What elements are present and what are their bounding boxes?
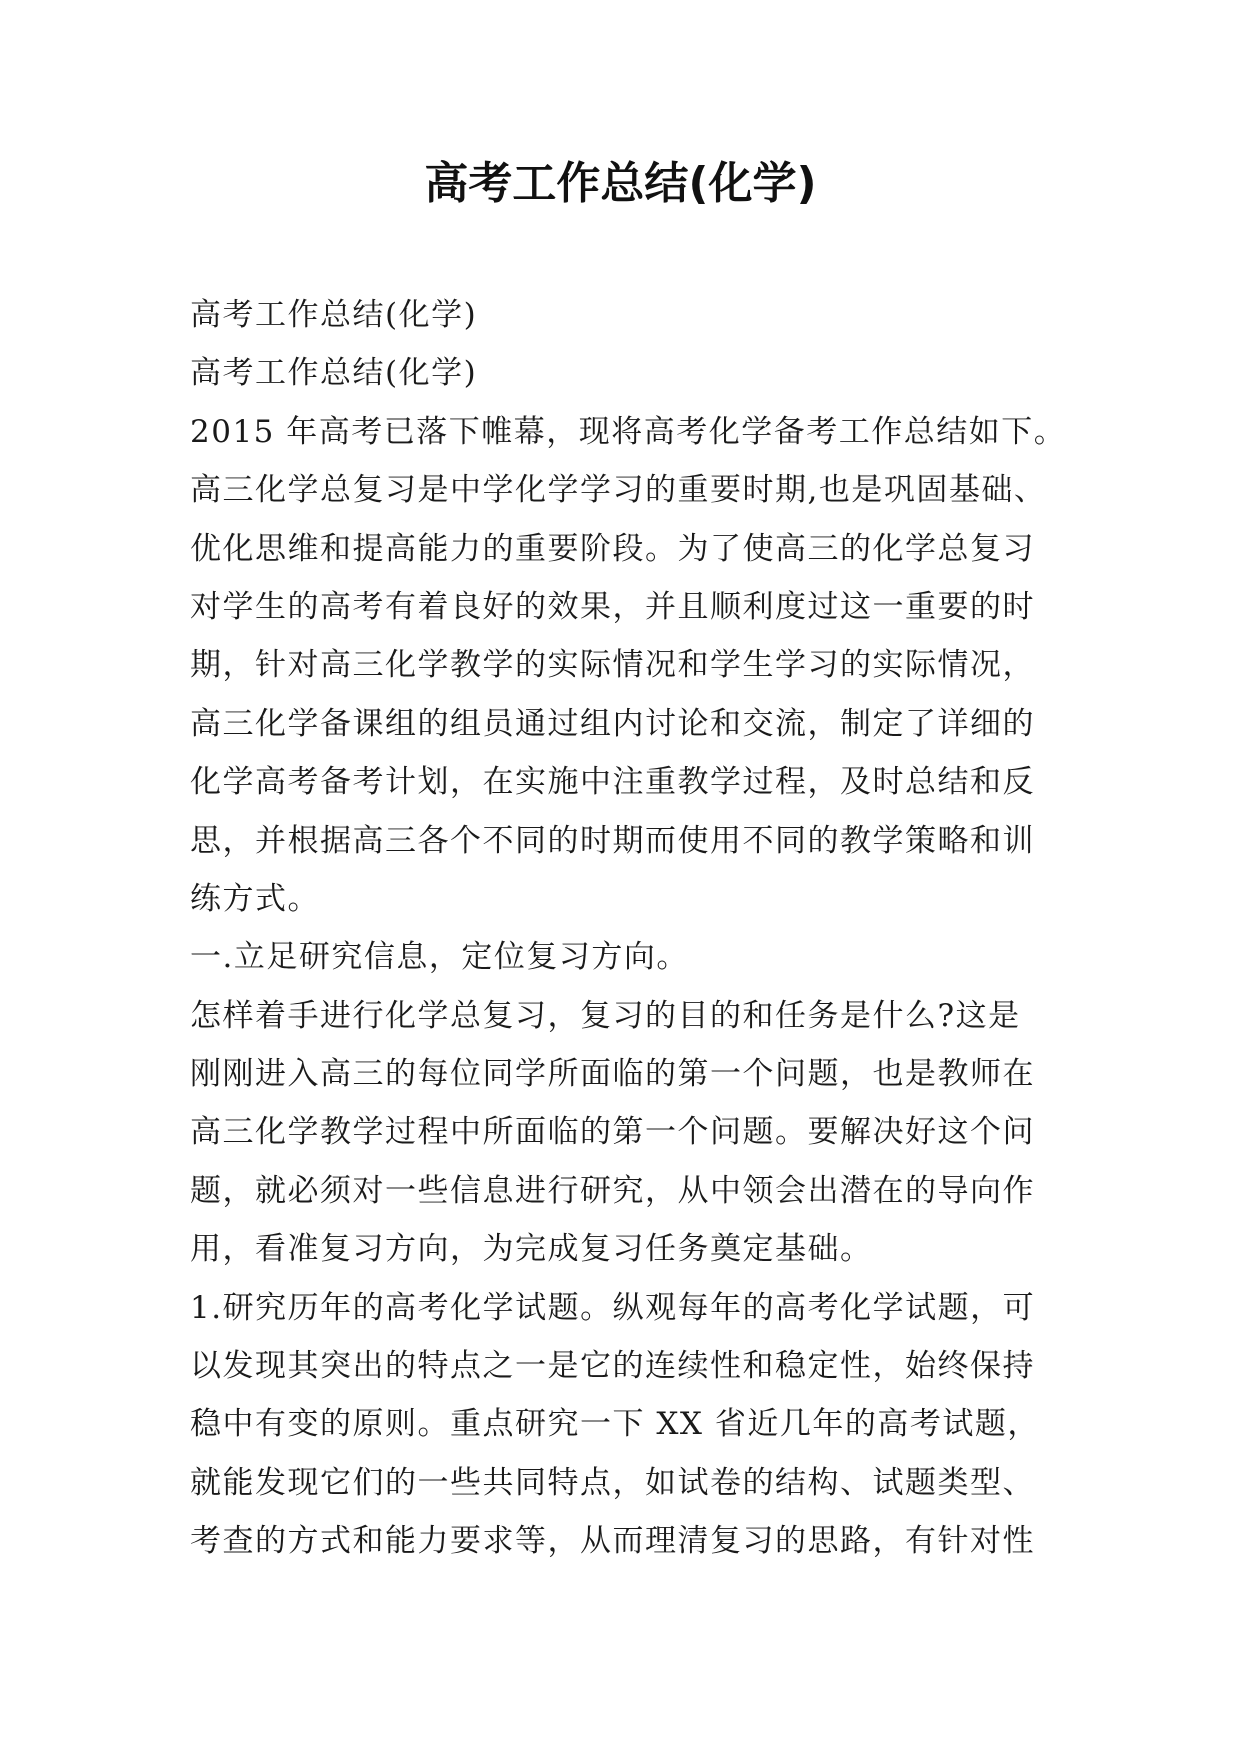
body-line: 对学生的高考有着良好的效果，并且顺利度过这一重要的时 (190, 588, 1035, 625)
body-line: 高考工作总结(化学) (190, 355, 478, 392)
body-line: 题，就必须对一些信息进行研究，从中领会出潜在的导向作 (190, 1172, 1035, 1209)
body-line: 刚刚进入高三的每位同学所面临的第一个问题，也是教师在 (190, 1056, 1035, 1093)
body-line: 化学高考备考计划，在实施中注重教学过程，及时总结和反 (190, 764, 1035, 801)
document-body (190, 286, 1070, 1571)
body-line: 高考工作总结(化学) (190, 297, 478, 333)
body-line: 高三化学备课组的组员通过组内讨论和交流，制定了详细的 (190, 705, 1035, 742)
section-heading: 一.立足研究信息，定位复习方向。 (190, 939, 689, 976)
body-line: 期，针对高三化学教学的实际情况和学生学习的实际情况， (190, 647, 1035, 684)
body-line: 高三化学教学过程中所面临的第一个问题。要解决好这个问 (190, 1114, 1035, 1151)
body-line: 考查的方式和能力要求等，从而理清复习的思路，有针对性 (190, 1523, 1035, 1560)
body-line: 就能发现它们的一些共同特点，如试卷的结构、试题类型、 (190, 1464, 1035, 1501)
document-title: 高考工作总结(化学) (424, 158, 817, 209)
body-line: 高三化学总复习是中学化学学习的重要时期,也是巩固基础、 (190, 472, 1047, 509)
body-line: 以发现其突出的特点之一是它的连续性和稳定性，始终保持 (190, 1348, 1035, 1385)
body-line: 1.研究历年的高考化学试题。纵观每年的高考化学试题，可 (190, 1289, 1036, 1326)
body-line: 用，看准复习方向，为完成复习任务奠定基础。 (190, 1231, 873, 1268)
body-line: 稳中有变的原则。重点研究一下 XX 省近几年的高考试题， (190, 1406, 1040, 1443)
body-line: 练方式。 (190, 880, 320, 917)
body-line: 思，并根据高三各个不同的时期而使用不同的教学策略和训 (190, 822, 1035, 859)
body-line: 怎样着手进行化学总复习，复习的目的和任务是什么?这是 (190, 997, 1021, 1034)
body-line: 优化思维和提高能力的重要阶段。为了使高三的化学总复习 (190, 530, 1035, 567)
body-line: 2015 年高考已落下帷幕，现将高考化学备考工作总结如下。 (190, 413, 1067, 450)
